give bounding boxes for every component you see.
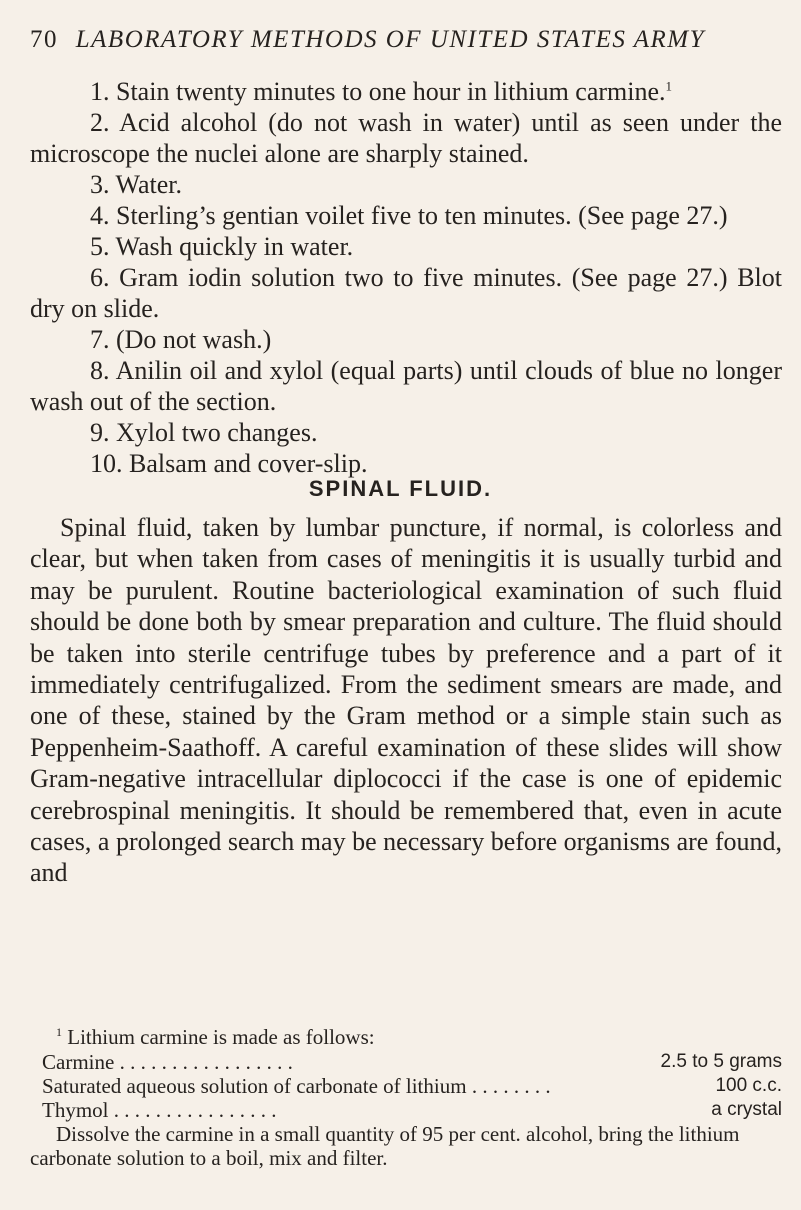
step-number: 8. (90, 356, 110, 385)
ingredient-label: Carmine . . . . . . . . . . . . . . . . . (42, 1050, 293, 1074)
footnote-instructions: Dissolve the carmine in a small quantity of 95 per cent. alcohol, bring the lithium carbonate solution to a boil, mix and filter. (30, 1122, 740, 1170)
ingredient-label: Saturated aqueous solution of carbonate of lithium . . . . . . . . (42, 1074, 551, 1098)
ingredient-amount: a crystal (711, 1099, 782, 1120)
running-title: LABORATORY METHODS OF UNITED STATES ARMY (75, 26, 706, 53)
leader-dots: . . . . . . . . (471, 1074, 551, 1098)
step-text: Acid alcohol (do not wash in water) until as seen under the microscope the nuclei alone are sharply stained. (30, 108, 782, 168)
step-text: Xylol two changes. (116, 418, 318, 447)
step-item (30, 324, 782, 355)
step-item (30, 231, 782, 262)
ingredient-label: Thymol . . . . . . . . . . . . . . . . (42, 1098, 277, 1122)
step-item (30, 355, 782, 417)
footnote-intro (30, 1020, 782, 1049)
step-item (30, 76, 782, 107)
step-text: Water. (115, 170, 183, 199)
recipe-row (30, 1050, 782, 1074)
recipe-row (30, 1098, 782, 1122)
footnote-reference: 1 (665, 78, 673, 94)
footnote-marker: 1 (56, 1025, 62, 1039)
page-number: 70 (30, 26, 58, 53)
step-text: Wash quickly in water. (115, 232, 354, 261)
staining-steps-list (30, 76, 782, 479)
body-paragraph: Spinal fluid, taken by lumbar puncture, if normal, is colorless and clear, but when taken from cases of meningitis it is usually turbid and may be purulent. Routine bacteriological examination of such fluid should be done both by smear preparation and culture. The fluid should be taken into sterile centrifuge tubes by preference and a part of it immediately centrifugalized. From the sediment smears are made, and one of these, stained by the Gram method or a simple stain such as Peppenheim-Saathoff. A careful examination of these slides will show Gram-negative intracellular diplococci if the case is one of epidemic cerebrospinal meningitis. It should be remembered that, even in acute cases, a prolonged search may be necessary before organisms are found, and (30, 513, 782, 888)
step-item (30, 448, 782, 479)
step-number: 4. (90, 201, 110, 230)
step-text: Gram iodin solution two to five minutes. (See page 27.) Blot dry on slide. (30, 263, 782, 323)
step-number: 3. (90, 170, 110, 199)
footnote (30, 1020, 782, 1170)
step-text: Sterling’s gentian voilet five to ten minutes. (See page 27.) (116, 201, 728, 230)
step-number: 6. (90, 263, 110, 292)
step-number: 7. (90, 325, 110, 354)
step-number: 9. (90, 418, 110, 447)
leader-dots: . . . . . . . . . . . . . . . . . (119, 1050, 293, 1074)
recipe-table (30, 1050, 782, 1122)
step-number: 5. (90, 232, 110, 261)
step-text: Balsam and cover-slip. (129, 449, 368, 478)
step-item (30, 200, 782, 231)
step-text: (Do not wash.) (116, 325, 272, 354)
ingredient-amount: 100 c.c. (715, 1075, 782, 1096)
step-item (30, 417, 782, 448)
step-item (30, 107, 782, 169)
step-number: 10. (90, 449, 123, 478)
step-number: 2. (90, 108, 110, 137)
running-header (30, 26, 790, 54)
step-item (30, 169, 782, 200)
step-text: Stain twenty minutes to one hour in lithium carmine. (116, 77, 666, 106)
section-heading: SPINAL FLUID. (308, 476, 493, 501)
step-text: Anilin oil and xylol (equal parts) until clouds of blue no longer wash out of the section. (30, 356, 782, 416)
step-number: 1. (90, 77, 110, 106)
footnote-intro-text: Lithium carmine is made as follows: (67, 1025, 375, 1049)
leader-dots: . . . . . . . . . . . . . . . . (113, 1098, 277, 1122)
recipe-row (30, 1074, 782, 1098)
ingredient-amount: 2.5 to 5 grams (660, 1051, 782, 1072)
step-item (30, 262, 782, 324)
